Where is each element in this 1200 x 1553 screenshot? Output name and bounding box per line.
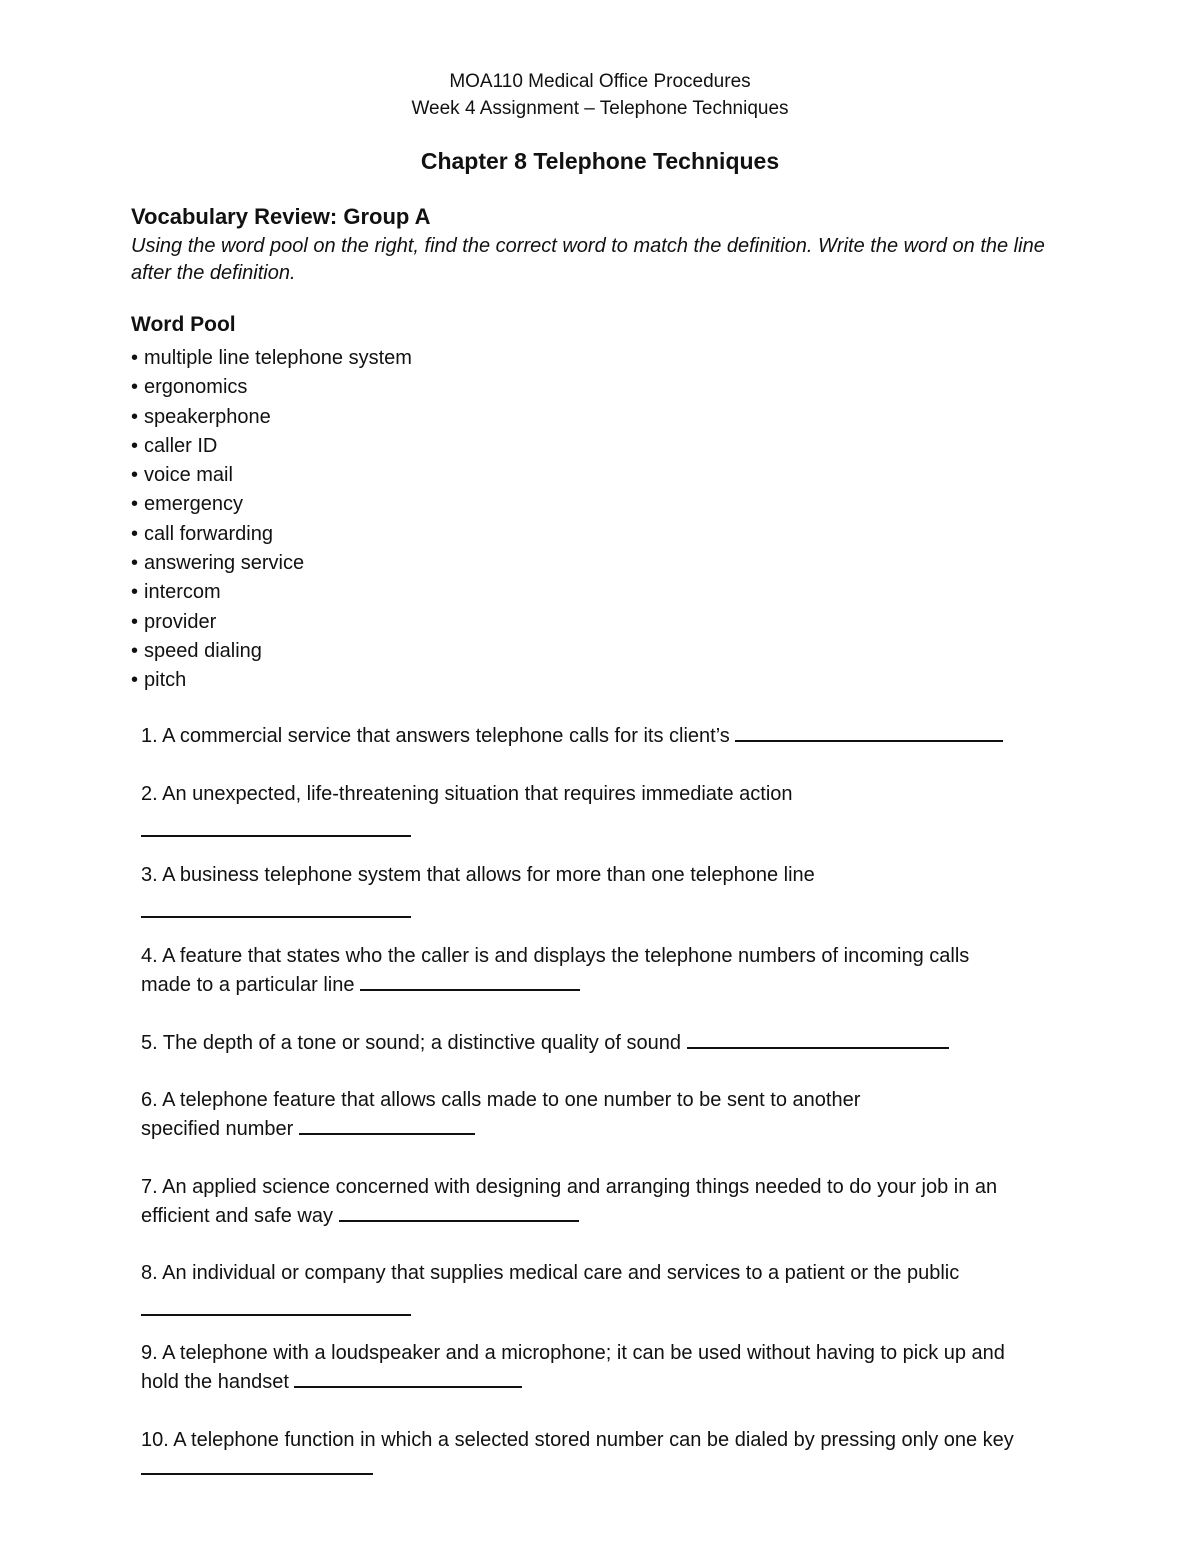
question-2 xyxy=(141,780,1071,837)
answer-line[interactable] xyxy=(141,904,411,918)
word-pool-item: • multiple line telephone system xyxy=(131,344,412,373)
word-pool-item: • speakerphone xyxy=(131,403,412,432)
answer-line[interactable] xyxy=(687,1029,949,1049)
question-6 xyxy=(141,1086,941,1143)
answer-line[interactable] xyxy=(299,1115,475,1135)
answer-line[interactable] xyxy=(360,971,580,991)
question-7 xyxy=(141,1173,1046,1230)
question-8 xyxy=(141,1259,1071,1316)
word-pool-item: • pitch xyxy=(131,666,412,695)
answer-line[interactable] xyxy=(339,1202,579,1222)
question-text: 7. An applied science concerned with designing and arranging things needed to do your job in an efficient and safe way xyxy=(141,1176,998,1227)
word-pool-item: • intercom xyxy=(131,578,412,607)
question-text: 1. A commercial service that answers telephone calls for its client’s xyxy=(141,725,730,747)
word-pool-item: • ergonomics xyxy=(131,373,412,402)
answer-line[interactable] xyxy=(141,1455,373,1475)
question-text: 3. A business telephone system that allows for more than one telephone line xyxy=(141,864,815,886)
question-text: 4. A feature that states who the caller is and displays the telephone numbers of incoming calls made to a particular line xyxy=(141,945,970,996)
word-pool-item: • caller ID xyxy=(131,432,412,461)
course-title: MOA110 Medical Office Procedures xyxy=(449,71,751,92)
question-text: 9. A telephone with a loudspeaker and a microphone; it can be used without having to pick up and hold the handset xyxy=(141,1342,1005,1393)
answer-line[interactable] xyxy=(735,722,1003,742)
word-pool-item: • speed dialing xyxy=(131,637,412,666)
question-text: 8. An individual or company that supplies medical care and services to a patient or the public xyxy=(141,1262,960,1284)
word-pool-item: • emergency xyxy=(131,490,412,519)
question-4 xyxy=(141,942,1011,999)
assignment-title: Week 4 Assignment – Telephone Techniques xyxy=(411,98,789,119)
question-3 xyxy=(141,861,1071,918)
answer-line[interactable] xyxy=(294,1368,522,1388)
question-9 xyxy=(141,1339,1021,1396)
word-pool-item: • voice mail xyxy=(131,461,412,490)
answer-line[interactable] xyxy=(141,823,411,837)
section-title: Vocabulary Review: Group A xyxy=(131,204,431,229)
question-text: 6. A telephone feature that allows calls made to one number to be sent to another specified number xyxy=(141,1089,861,1140)
question-text: 2. An unexpected, life-threatening situation that requires immediate action xyxy=(141,783,793,805)
word-pool-item: • call forwarding xyxy=(131,520,412,549)
word-pool-item: • answering service xyxy=(131,549,412,578)
word-pool-item: • provider xyxy=(131,608,412,637)
chapter-title: Chapter 8 Telephone Techniques xyxy=(420,148,780,174)
question-text: 5. The depth of a tone or sound; a distinctive quality of sound xyxy=(141,1032,681,1054)
answer-line[interactable] xyxy=(141,1302,411,1316)
question-5 xyxy=(141,1029,1071,1058)
word-pool-list xyxy=(131,344,412,696)
instructions: Using the word pool on the right, find the correct word to match the definition. Write the word on the line after the definition. xyxy=(131,235,1045,284)
word-pool-title: Word Pool xyxy=(131,313,236,336)
question-10 xyxy=(141,1426,1021,1483)
question-1 xyxy=(141,722,1071,751)
question-text: 10. A telephone function in which a selected stored number can be dialed by pressing only one key xyxy=(141,1429,1014,1451)
